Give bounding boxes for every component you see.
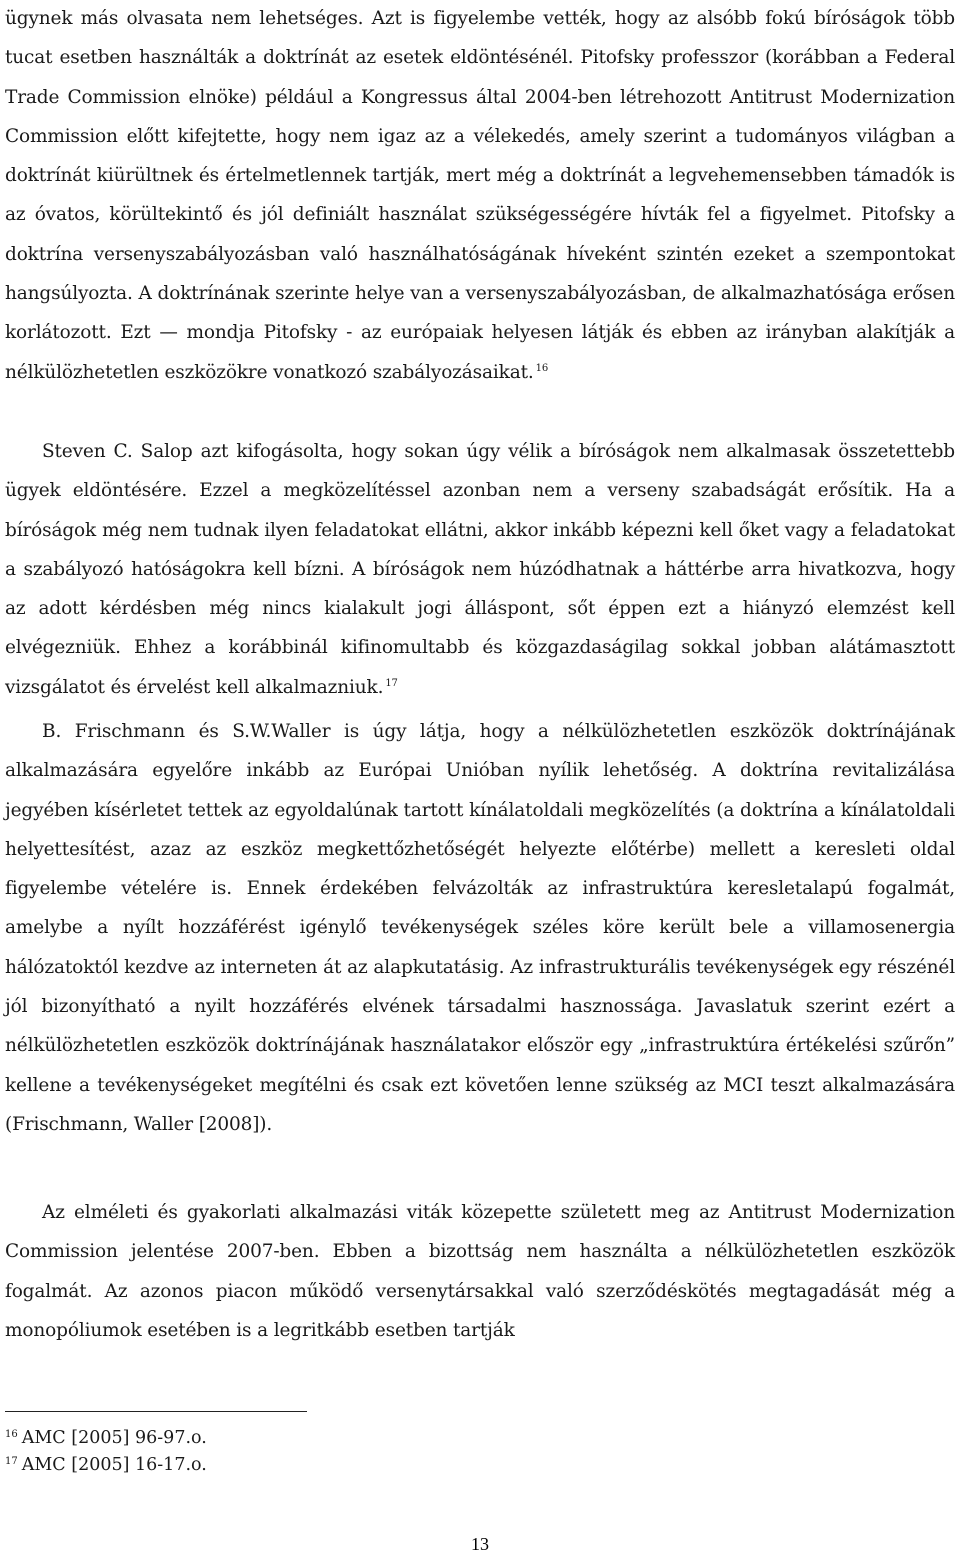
footnote-text: AMC [2005] 96-97.o. [21, 1428, 207, 1448]
paragraph-3 [5, 712, 955, 1144]
paragraph-2 [5, 432, 955, 707]
footnote-ref-16[interactable]: 16 [535, 362, 549, 374]
footnote-number: 16 [5, 1429, 18, 1440]
paragraph-2-text: Steven C. Salop azt kifogásolta, hogy sokan úgy vélik a bíróságok nem alkalmasak összetettebb ügyek eldöntésére. Ezzel a megközelítéssel azonban nem a verseny szabadságát erősítik. Ha a bíróságok még nem tudnak ilyen feladatokat ellátni, akkor inkább képezni kell őket vagy a feladatokat a szabályozó hatóságokra kell bízni. A bíróságok nem húzódhatnak a háttérbe arra hivatkozva, hogy az adott kérdésben még nincs kialakult jogi álláspont, sőt éppen ezt a hiányzó elemzést kell elvégezniük. Ehhez a korábbinál kifinomultabb és közgazdaságilag sokkal jobban alátámasztott vizsgálatot és érvelést kell alkalmazniuk. [5, 441, 955, 698]
footnote-16 [5, 1423, 207, 1450]
footnote-number: 17 [5, 1456, 18, 1467]
footnote-ref-17[interactable]: 17 [385, 677, 398, 689]
footnote-separator [5, 1411, 307, 1412]
footnote-text: AMC [2005] 16-17.o. [21, 1455, 207, 1475]
footnote-17 [5, 1450, 207, 1477]
footnote-list [5, 1423, 207, 1477]
page-number: 13 [471, 1534, 489, 1554]
paragraph-3-text: B. Frischmann és S.W.Waller is úgy látja, hogy a nélkülözhetetlen eszközök doktrínájának alkalmazására egyelőre inkább az Európai Unióban nyílik lehetőség. A doktrína revitalizálása jegyében kísérletet tettek az egyoldalúnak tartott kínálatoldali megközelítés (a doktrína a kínálatoldali helyettesítést, azaz az eszköz megkettőzhetőségét helyezte előtérbe) mellett a keresleti oldal figyelembe vételére is. Ennek érdekében felvázolták az infrastruktúra keresletalapú fogalmát, amelybe a nyílt hozzáférést igénylő tevékenységek széles köre került bele a villamosenergia hálózatoktól kezdve az interneten át az alapkutatásig. Az infrastrukturális tevékenységek egy részénél jól bizonyítható a nyilt hozzáférés elvének társadalmi hasznossága. Javaslatuk szerint ezért a nélkülözhetetlen eszközök doktrínájának használatakor először egy „infrastruktúra értékelési szűrőn” kellene a tevékenységeket megítélni és csak ezt követően lenne szükség az MCI teszt alkalmazására (Frischmann, Waller [2008]). [5, 721, 955, 1135]
paragraph-1 [5, 0, 955, 392]
paragraph-4-text: Az elméleti és gyakorlati alkalmazási viták közepette született meg az Antitrust Modernization Commission jelentése 2007-ben. Ebben a bizottság nem használta a nélkülözhetetlen eszközök fogalmát. Az azonos piacon működő versenytársakkal való szerződéskötés megtagadását még a monopóliumok esetében is a legritkább esetben tartják [5, 1202, 955, 1341]
paragraph-4 [5, 1193, 955, 1350]
paragraph-1-text: ügynek más olvasata nem lehetséges. Azt is figyelembe vették, hogy az alsóbb fokú bíróságok több tucat esetben használták a doktrínát az esetek eldöntésénél. Pitofsky professzor (korábban a Federal Trade Commission elnöke) például a Kongressus által 2004-ben létrehozott Antitrust Modernization Commission előtt kifejtette, hogy nem igaz az a vélekedés, amely szerint a tudományos világban a doktrínát kiürültnek és értelmetlennek tartják, mert még a doktrínát a legvehemensebben támadók is az óvatos, körültekintő és jól definiált használat szükségességére hívták fel a figyelmet. Pitofsky a doktrína versenyszabályozásban való használhatóságának híveként szintén ezeket a szempontokat hangsúlyozta. A doktrínának szerinte helye van a versenyszabályozásban, de alkalmazhatósága erősen korlátozott. Ezt — mondja Pitofsky - az európaiak helyesen látják és ebben az irányban alakítják a nélkülözhetetlen eszközökre vonatkozó szabályozásaikat. [5, 8, 955, 383]
